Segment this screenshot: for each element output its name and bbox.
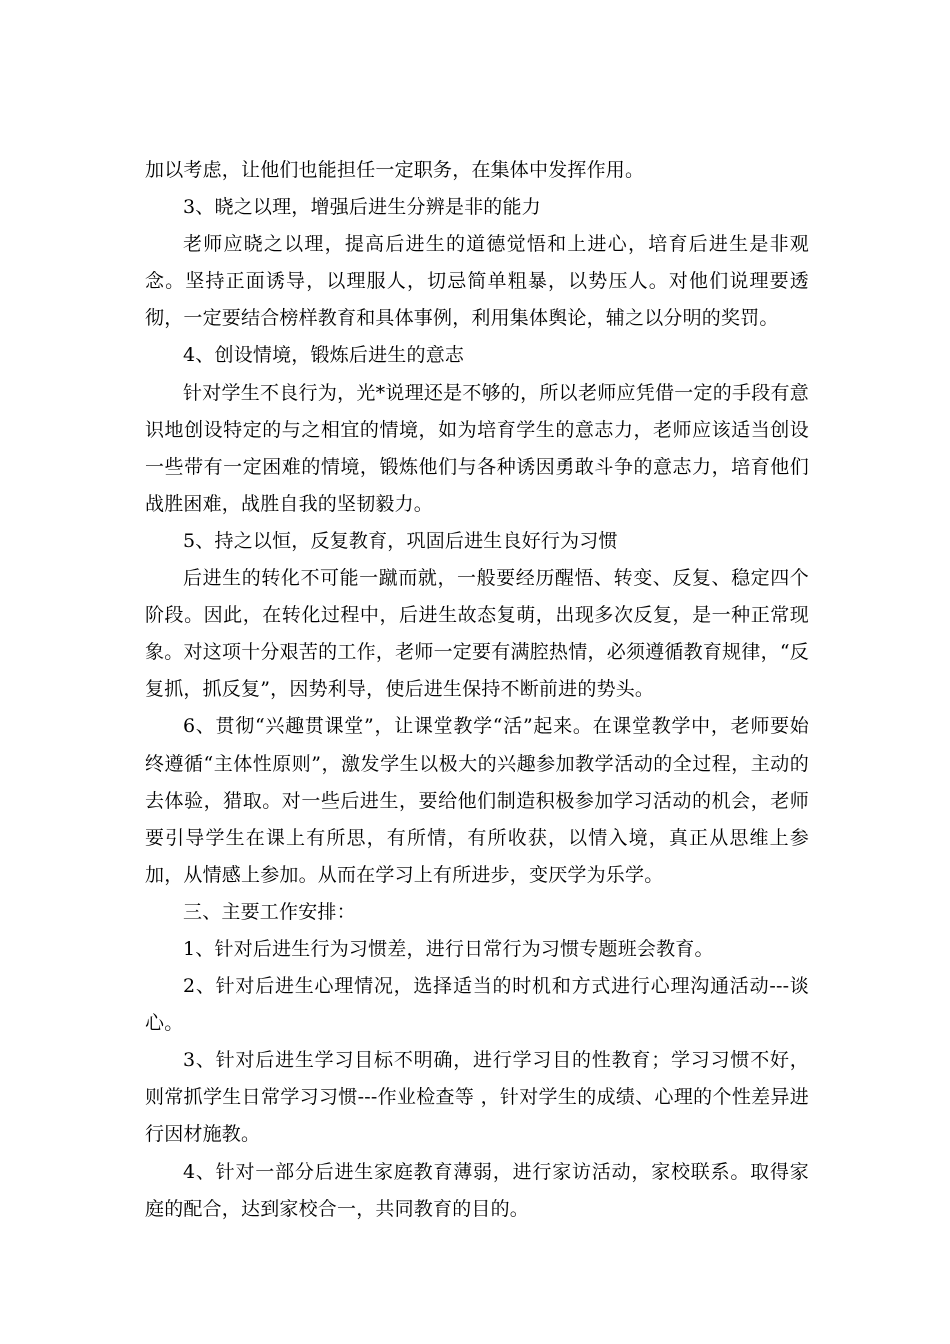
paragraph: 针对学生不良行为，光*说理还是不够的，所以老师应凭借一定的手段有意识地创设特定的与之相宜的情境，如为培育学生的意志力，老师应该适当创设一些带有一定困难的情境，锻炼他们与各种诱因勇敢斗争的意志力，培育他们战胜困难，战胜自我的坚韧毅力。 xyxy=(145,381,809,515)
section-heading-3: 3、晓之以理，增强后进生分辨是非的能力 xyxy=(183,196,541,219)
work-item-2: 2、针对后进生心理情况，选择适当的时机和方式进行心理沟通活动---谈心。 xyxy=(145,975,809,1035)
main-heading-work-plan: 三、主要工作安排： xyxy=(183,900,356,923)
paragraph: 老师应晓之以理，提高后进生的道德觉悟和上进心，培育后进生是非观念。坚持正面诱导，以理服人，切忌简单粗暴，以势压人。对他们说理要透彻，一定要结合榜样教育和具体事例，利用集体舆论，辅之以分明的奖罚。 xyxy=(145,233,809,330)
work-item-4: 4、针对一部分后进生家庭教育薄弱，进行家访活动，家校联系。取得家庭的配合，达到家校合一，共同教育的目的。 xyxy=(145,1160,809,1220)
work-item-1: 1、针对后进生行为习惯差，进行日常行为习惯专题班会教育。 xyxy=(183,937,714,960)
work-item-3: 3、针对后进生学习目标不明确，进行学习目的性教育；学习习惯不好，则常抓学生日常学习习惯---作业检查等 ，针对学生的成绩、心理的个性差异进行因材施教。 xyxy=(145,1049,809,1146)
paragraph-continuation: 加以考虑，让他们也能担任一定职务，在集体中发挥作用。 xyxy=(145,159,645,181)
section-heading-5: 5、持之以恒，反复教育，巩固后进生良好行为习惯 xyxy=(183,529,618,552)
section-heading-4: 4、创设情境，锻炼后进生的意志 xyxy=(183,344,465,367)
paragraph: 后进生的转化不可能一蹴而就，一般要经历醒悟、转变、反复、稳定四个阶段。因此，在转化过程中，后进生故态复萌，出现多次反复，是一种正常现象。对这项十分艰苦的工作，老师一定要有满腔热情，必须遵循教育规律，“反复抓，抓反复”，因势利导，使后进生保持不断前进的势头。 xyxy=(145,567,809,701)
document-body xyxy=(145,152,809,1228)
section-heading-6: 6、贯彻“兴趣贯课堂”，让课堂教学“活”起来。在课堂教学中，老师要始终遵循“主体性原则”，激发学生以极大的兴趣参加教学活动的全过程，主动的去体验，猎取。对一些后进生，要给他们制造积极参加学习活动的机会，老师要引导学生在课上有所思，有所情，有所收获，以情入境，真正从思维上参加，从情感上参加。从而在学习上有所进步，变厌学为乐学。 xyxy=(145,715,809,886)
